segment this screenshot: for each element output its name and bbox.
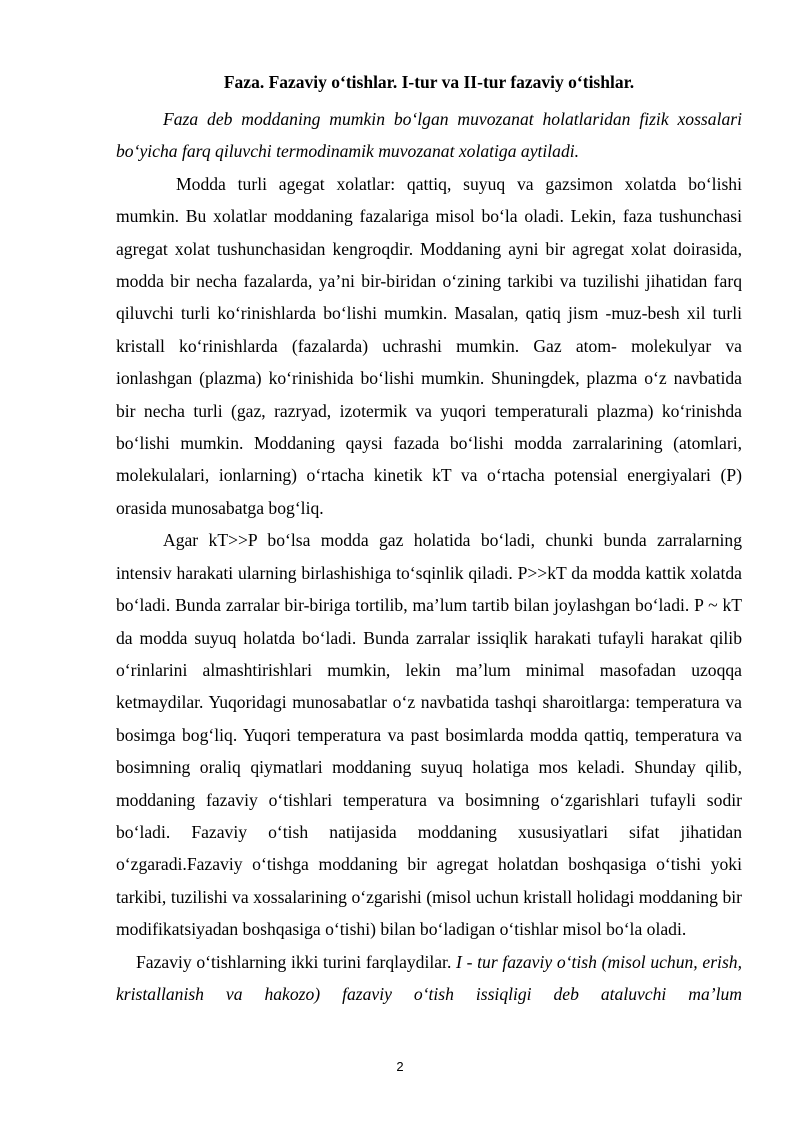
paragraph-transition-types: [116, 946, 742, 1011]
definition-paragraph: Faza deb moddaning mumkin bo‘lgan muvozanat holatlaridan fizik xossalari bo‘yicha farq qiluvchi termodinamik muvozanat xolatiga aytiladi.: [116, 109, 742, 162]
page-title: Faza. Fazaviy o‘tishlar. I-tur va II-tur fazaviy o‘tishlar.: [223, 72, 635, 92]
paragraph-transition-types-italic: I - tur fazaviy o‘tish (misol uchun, erish, kristallanish va hakozo) fazaviy o‘tish issiqligi deb ataluvchi ma’lum: [116, 951, 742, 1004]
document-body: [116, 103, 742, 1010]
page-number: 2: [396, 1059, 404, 1074]
paragraph-energy-relations: Agar kT>>P bo‘lsa modda gaz holatida bo‘ladi, chunki bunda zarralarning intensiv harakati ularning birlashishiga to‘sqinlik qiladi. P>>kT da modda kattik xolatda bo‘ladi. Bunda zarralar bir-biriga tortilib, ma’lum tartib bilan joylashgan bo‘ladi. P ~ kT da modda suyuq holatda bo‘ladi. Bunda zarralar issiqlik harakati tufayli harakat qilib o‘rinlarini almashtirishlari mumkin, lekin ma’lum minimal masofadan uzoqqa ketmaydilar. Yuqoridagi munosabatlar o‘z navbatida tashqi sharoitlarga: temperatura va bosimga bog‘liq. Yuqori temperatura va past bosimlarda modda qattiq, temperatura va bosimning oraliq qiymatlari moddaning suyuq holatiga mos keladi. Shunday qilib, moddaning fazaviy o‘tishlari temperatura va bosimning o‘zgarishlari tufayli sodir bo‘ladi. Fazaviy o‘tish natijasida moddaning xususiyatlari sifat jihatidan o‘zgaradi.Fazaviy o‘tishga moddaning bir agregat holatdan boshqasiga o‘tishi yoki tarkibi, tuzilishi va xossalarining o‘zgarishi (misol uchun kristall holidagi moddaning bir modifikatsiyadan boshqasiga o‘tishi) bilan bo‘ladigan o‘tishlar misol bo‘la oladi.: [116, 530, 742, 940]
paragraph-aggregate-states: Modda turli agegat xolatlar: qattiq, suyuq va gazsimon xolatda bo‘lishi mumkin. Bu xolatlar moddaning fazalariga misol bo‘la oladi. Lekin, faza tushunchasi agregat xolat tushunchasidan kengroqdir. Moddaning ayni bir agregat xolat doirasida, modda bir necha fazalarda, ya’ni bir-biridan o‘zining tarkibi va tuzilishi jihatidan farq qiluvchi turli ko‘rinishlarda bo‘lishi mumkin. Masalan, qatiq jism -muz-besh xil turli kristall ko‘rinishlarda (fazalarda) uchrashi mumkin. Gaz atom- molekulyar va ionlashgan (plazma) ko‘rinishida bo‘lishi mumkin. Shuningdek, plazma o‘z navbatida bir necha turli (gaz, razryad, izotermik va yuqori temperaturali plazma) ko‘rinishda bo‘lishi mumkin. Moddaning qaysi fazada bo‘lishi modda zarralarining (atomlari, molekulalari, ionlarning) o‘rtacha kinetik kT va o‘rtacha potensial energiyalari (P) orasida munosabatga bog‘liq.: [116, 173, 742, 518]
paragraph-transition-types-intro: Fazaviy o‘tishlarning ikki turini farqlaydilar.: [136, 951, 457, 972]
